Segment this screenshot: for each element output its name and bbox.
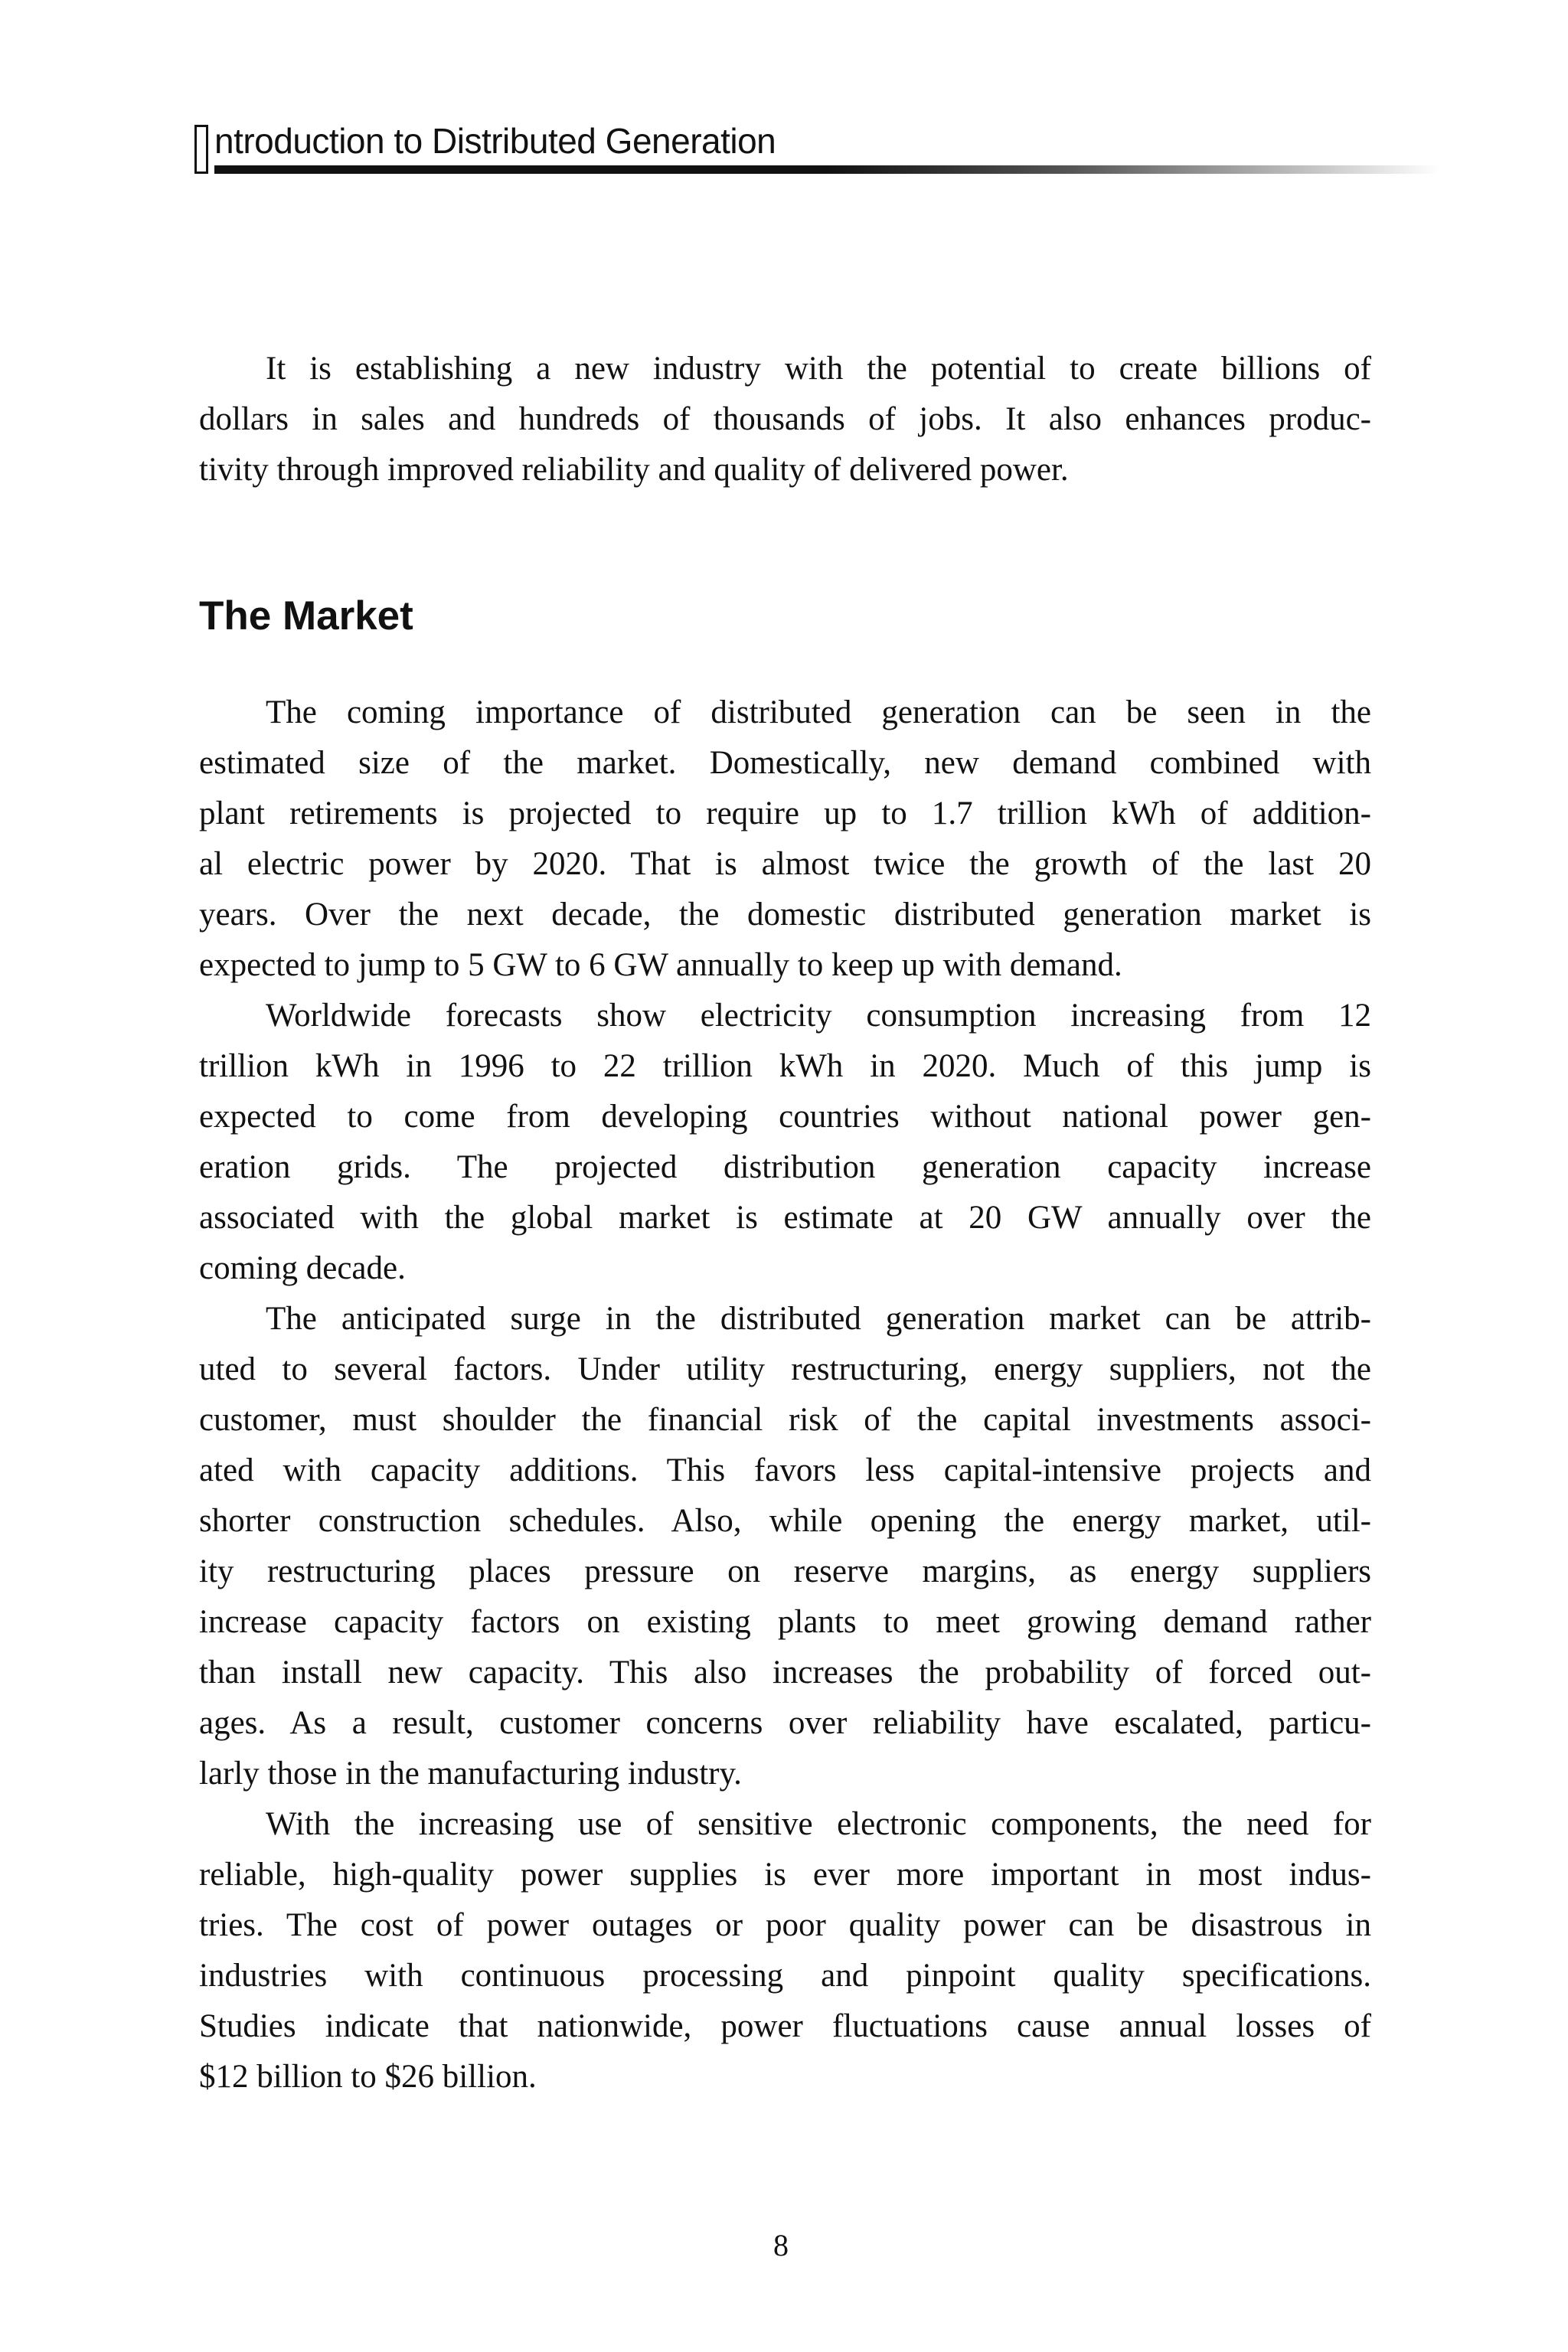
paragraph-line: larly those in the manufacturing industry. bbox=[199, 1756, 742, 1792]
paragraph-line: tries. The cost of power outages or poor quality power can be disastrous in bbox=[199, 1907, 1371, 1943]
paragraph-line: plant retirements is projected to require up to 1.7 trillion kWh of addition- bbox=[199, 795, 1371, 831]
paragraph-line: tivity through improved reliability and quality of delivered power. bbox=[199, 452, 1069, 488]
paragraph-line: years. Over the next decade, the domestic distributed generation market is bbox=[199, 897, 1371, 933]
paragraph-line: ity restructuring places pressure on reserve margins, as energy suppliers bbox=[199, 1553, 1371, 1589]
paragraph-line: $12 billion to $26 billion. bbox=[199, 2059, 537, 2095]
running-header-title: ntroduction to Distributed Generation bbox=[214, 121, 776, 161]
paragraph-line: The anticipated surge in the distributed generation market can be attrib- bbox=[266, 1301, 1371, 1337]
paragraph-line: increase capacity factors on existing plants to meet growing demand rather bbox=[199, 1604, 1371, 1640]
paragraph-line: expected to come from developing countries without national power gen- bbox=[199, 1099, 1371, 1135]
section-heading: The Market bbox=[199, 593, 413, 639]
paragraph-line: Studies indicate that nationwide, power fluctuations cause annual losses of bbox=[199, 2008, 1371, 2044]
paragraph-line: coming decade. bbox=[199, 1250, 406, 1286]
paragraph-line: uted to several factors. Under utility restructuring, energy suppliers, not the bbox=[199, 1351, 1371, 1387]
paragraph-line: ages. As a result, customer concerns over reliability have escalated, particu- bbox=[199, 1705, 1371, 1741]
paragraph-line: It is establishing a new industry with the potential to create billions of bbox=[266, 351, 1371, 387]
paragraph-line: expected to jump to 5 GW to 6 GW annually to keep up with demand. bbox=[199, 947, 1122, 983]
header-initial-box bbox=[194, 125, 208, 174]
paragraph-line: than install new capacity. This also increases the probability of forced out- bbox=[199, 1655, 1371, 1690]
paragraph-line: dollars in sales and hundreds of thousands of jobs. It also enhances produc- bbox=[199, 401, 1371, 437]
paragraph-line: Worldwide forecasts show electricity consumption increasing from 12 bbox=[266, 998, 1371, 1034]
paragraph-line: associated with the global market is estimate at 20 GW annually over the bbox=[199, 1200, 1371, 1236]
paragraph-line: eration grids. The projected distribution generation capacity increase bbox=[199, 1149, 1371, 1185]
page-number: 8 bbox=[773, 2228, 789, 2262]
paragraph-line: The coming importance of distributed generation can be seen in the bbox=[266, 694, 1371, 730]
paragraph-line: customer, must shoulder the financial risk of the capital investments associ- bbox=[199, 1402, 1371, 1438]
paragraph-line: trillion kWh in 1996 to 22 trillion kWh in 2020. Much of this jump is bbox=[199, 1048, 1371, 1084]
paragraph-line: estimated size of the market. Domestically, new demand combined with bbox=[199, 745, 1371, 781]
paragraph-line: shorter construction schedules. Also, while opening the energy market, util- bbox=[199, 1503, 1371, 1539]
header-rule bbox=[214, 165, 1439, 174]
paragraph-line: ated with capacity additions. This favors less capital-intensive projects and bbox=[199, 1452, 1371, 1488]
paragraph-line: al electric power by 2020. That is almost twice the growth of the last 20 bbox=[199, 846, 1371, 882]
paragraph-line: industries with continuous processing and pinpoint quality specifications. bbox=[199, 1958, 1371, 1994]
paragraph-line: With the increasing use of sensitive electronic components, the need for bbox=[266, 1806, 1371, 1842]
paragraph-line: reliable, high-quality power supplies is ever more important in most indus- bbox=[199, 1857, 1371, 1893]
